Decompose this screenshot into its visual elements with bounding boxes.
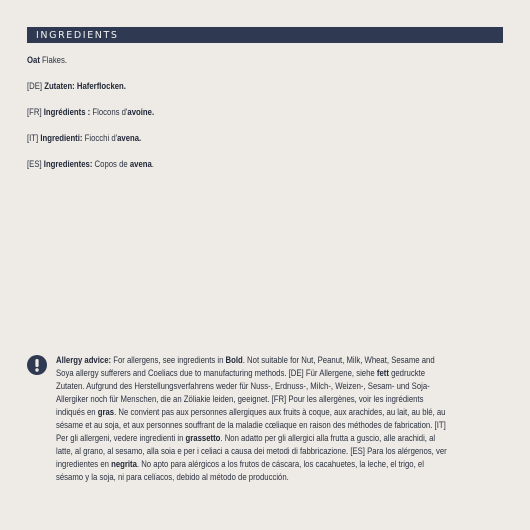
ingredient-line-es <box>27 159 446 170</box>
ingredient-text: . <box>151 159 154 169</box>
allergy-bold-word: Bold <box>225 355 243 365</box>
allergy-bold-word: fett <box>376 368 389 378</box>
allergy-text: . Not suitable for Nut, Peanut, Milk, Wheat, Sesame and Soya allergy sufferers and Coeliacs due to manufacturing methods. [DE] Für Allergene, siehe <box>56 355 435 378</box>
ingredient-bold: avena <box>129 159 152 169</box>
ingredients-header-title: INGREDIENTS <box>36 29 119 41</box>
ingredient-line-en <box>27 55 446 66</box>
ingredient-bold: avena. <box>117 133 142 143</box>
allergy-bold-word: gras <box>97 407 115 417</box>
allergy-text: . Non adatto per gli allergici alla frutta a guscio, alle arachidi, al latte, al grano, al sesamo, alla soia e per i celiaci a causa dei metodi di fabbricazione. [ES] Para los alérgenos, ver ingredientes en <box>56 433 447 469</box>
allergy-text: . No apto para alérgicos a los frutos de cáscara, los cacahuetes, la leche, el trigo, el sésamo y la soja, ni para celíacos, debido al método de producción. <box>56 459 424 482</box>
exclamation-circle-icon <box>27 355 47 375</box>
allergy-text: . Ne convient pas aux personnes allergiques aux fruits à coque, aux arachides, au lait, au blé, au sésame et au soja, et aux personnes souffrant de la maladie cœliaque en raison des méthodes de fabrication. [IT] Per gli allergeni, vedere ingredienti in <box>56 407 446 443</box>
ingredient-bold: avoine. <box>127 107 155 117</box>
ingredient-bold: Ingredientes: <box>43 159 93 169</box>
ingredient-text: Flakes. <box>39 55 68 65</box>
ingredient-prefix: [ES] <box>27 159 44 169</box>
ingredient-text: Copos de <box>92 159 130 169</box>
ingredient-line-fr <box>27 107 446 118</box>
ingredient-text: Flocons d' <box>90 107 128 117</box>
ingredient-bold: Ingredienti: <box>40 133 83 143</box>
ingredient-line-de <box>27 81 446 92</box>
allergy-bold-word: negrita <box>111 459 137 469</box>
allergy-text: gedruckte Zutaten. Aufgrund des Herstellungsverfahrens weder für Nuss-, Erdnuss-, Milch-, Weizen-, Sesam- und Soja-Allergiker noch für Menschen, die an Zöliakie leiden, geeignet. [FR] Pour les allergènes, voir les ingrédients indiqués en <box>56 368 430 417</box>
ingredient-bold: Ingrédients : <box>43 107 91 117</box>
allergy-advice-text <box>56 354 449 484</box>
ingredients-header-bar <box>27 27 503 43</box>
ingredient-bold: Zutaten: Haferflocken. <box>44 81 126 91</box>
ingredient-text: Fiocchi d' <box>82 133 118 143</box>
allergy-text: For allergens, see ingredients in <box>111 355 226 365</box>
allergy-bold-word: grassetto <box>185 433 221 443</box>
ingredient-prefix: [IT] <box>27 133 41 143</box>
allergy-advice-label: Allergy advice: <box>56 355 112 365</box>
allergy-advice <box>27 354 503 484</box>
ingredient-prefix: [FR] <box>27 107 44 117</box>
ingredient-line-it <box>27 133 446 144</box>
ingredient-prefix: [DE] <box>27 81 45 91</box>
ingredient-bold: Oat <box>27 55 40 65</box>
ingredients-list <box>27 55 503 185</box>
